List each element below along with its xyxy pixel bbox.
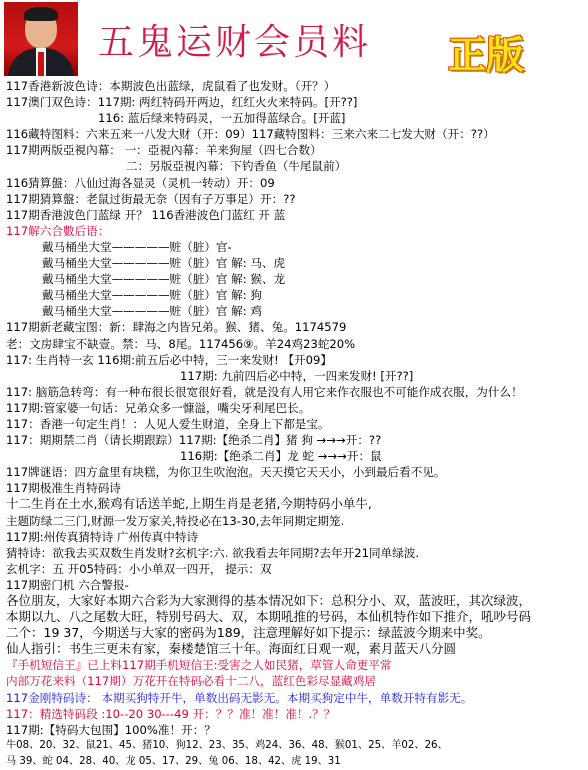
text-line: 戴马桶坐大堂—————赃（脏）官 解: 马、虎: [42, 256, 286, 271]
genuine-badge: 正版: [448, 33, 525, 77]
text-line: 117: 生肖特一玄 116期:前五后必中特，三一来发财! 【开09】: [6, 352, 332, 367]
header: [0, 0, 588, 78]
text-line: 马 39、蛇 04、28、40、龙 05、17、29、兔 06、18、42、虎 19、31: [6, 755, 341, 767]
text-line: 内部万花来料（117期）万花开在特码必看十二八，蓝红色彩尽显藏鸡居: [6, 674, 376, 689]
text-line: 117期猜算盤：老鼠过街最无奈（因有子万事足）开：??: [6, 191, 296, 206]
text-line: 牛08、20、32、鼠21、45、猪10、狗12、23、35、鸡24、36、48、猴01、25、羊02、26、: [6, 739, 448, 751]
text-line: 116: 蓝后绿来特码灵，一五加得蓝绿合。[开蓝]: [98, 111, 346, 126]
text-line: 二：另版亞視內幕：下钓香鱼（牛尾鼠前）: [126, 159, 347, 174]
portrait-hair: [24, 7, 58, 21]
portrait-photo: [4, 2, 78, 76]
text-line: 老：文房肆宝不缺壹。禁：马、8尾。117456⑨。羊24鸡23蛇20%: [6, 336, 356, 351]
text-line: 戴马桶坐大堂—————赃（脏）官 解: 鸡: [42, 304, 262, 319]
text-line: 戴马桶坐大堂—————赃（脏）官 解: 狗: [42, 288, 262, 303]
text-line: 本期以九、八之尾数大旺，特别号码大、双，本期吼推的号码，本仙机特作如下推介，吼吵号码: [6, 609, 532, 625]
text-line: 116期:【绝杀二肖】龙 蛇 →→→开：鼠: [180, 449, 382, 464]
text-line: 117牌谜语：四方盒里有块糕，为你卫生吹泡泡。天天摸它天天小，小到最后看不见。: [6, 465, 446, 480]
text-line: 各位朋友，大家好本期六合彩为大家测得的基本情况如下：总积分小、双，蓝波旺，其次绿波，: [6, 593, 532, 608]
text-line: 117: 脑筋急转弯：有一种布很长很宽很好看，就是没有人用它来作衣服也不可能作成衣服，为什么！: [6, 384, 523, 399]
text-line: 猜特诗：欲我去买双数生肖发财?玄机字:六. 欲我看去年同期?去年开21同单绿波.: [6, 545, 420, 560]
text-line: 仙人指引：书生三更未有家，秦楼楚馆三十年。海面红日观一观，素月蓝天八分圆: [6, 641, 457, 657]
text-line: 117：香港一句定生肖！：人见人爱生财道，全身上下都是宝。: [6, 416, 330, 431]
text-line: 戴马桶坐大堂—————赃（脏）官 解: 猴、龙: [42, 272, 286, 287]
content-body: [6, 78, 584, 770]
text-line: 十二生肖在土水,猴鸡有话送羊蛇,上期生肖是老猪,今期特码小单牛,: [6, 496, 372, 512]
text-line: 二个：19 37，今期送与大家的密码为189，注意理解好如下提示：绿蓝波今期来中奖。: [6, 625, 491, 641]
text-line: 玄机字：五 开05特码：小小单双一四开， 提示：双: [6, 561, 272, 576]
text-line: 117香港新波色诗：本期波色出蓝绿，虎鼠看了也发财。（开？）: [6, 79, 336, 93]
text-line: 117期:州传真猜特诗 广州传真中特诗: [6, 529, 199, 544]
text-line: 117金刚特码诗： 本期买狗特开牛，单数出码无影无。本期买狗定中牛，单数开特有影无。: [6, 690, 473, 705]
text-line: 『手机短信王』已上料117期手机短信王:受害之人如民猪，草管人命更平常: [6, 658, 392, 673]
text-line: 117期两版亞視內幕： 一：亞視內幕：羊来狗屋（四七合数）: [6, 143, 322, 158]
text-line: 117期密门机 六合警报-: [6, 577, 129, 592]
text-line: 117期极准生肖特码诗: [6, 481, 121, 496]
text-line: 117期:管家婆一句话：兄弟众多一慷溢，嘴尖牙利尾巴长。: [6, 400, 311, 415]
text-line: 主题防绿二三门,财源一发万家关,特投必在13-30,去年同期定期笼.: [6, 513, 345, 528]
text-line: 116藏特图料：六来五来一八发大财（开：09）117藏特图料：三来六来二七发大财（开：??）: [6, 127, 495, 142]
text-line: 117期新老藏宝图：新：肆海之内皆兄弟。猴、猪、兔。1174579: [6, 320, 347, 335]
portrait-tie: [38, 52, 44, 76]
text-line: 117：精选特码段 :10--20 30---49 开：？？准！准！准！.？？: [6, 706, 336, 721]
text-line: 117澳门双色诗：117期: 两红特码开两边，红红火火来特码。[开??]: [6, 95, 358, 110]
text-line: 117期: 九前四后必中特，一四来发财! [开??]: [180, 368, 414, 383]
text-line: 117期香港波色门蓝绿 开？ 116香港波色门蓝红 开 蓝: [6, 207, 286, 222]
text-line: 117期:【特码大包围】100%准！开：？: [6, 722, 216, 737]
text-line: 116猜算盤：八仙过海各显灵（灵机一转动）开：09: [6, 175, 275, 190]
page-title: 五鬼运财会员料: [98, 22, 372, 63]
text-line: 戴马桶坐大堂—————赃（脏）官-: [42, 239, 232, 254]
section-heading: 117解六合數后语：: [6, 223, 110, 238]
text-line: 117：期期禁二肖（请长期跟踪）117期:【绝杀二肖】猪 狗 →→→开：??: [6, 433, 382, 448]
